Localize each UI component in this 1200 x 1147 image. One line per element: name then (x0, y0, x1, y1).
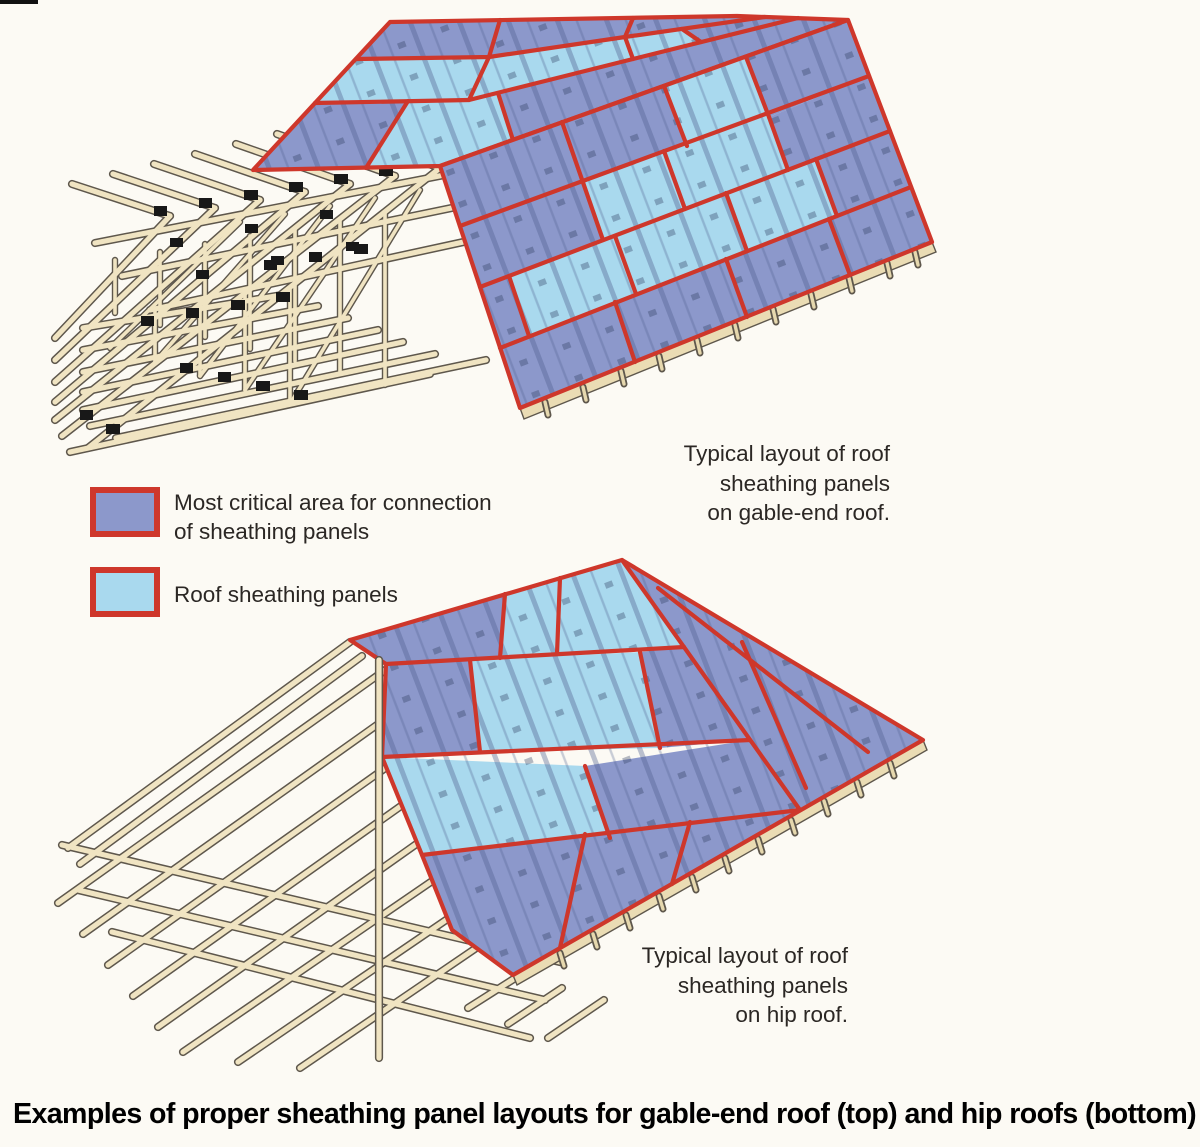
critical-area-swatch (90, 487, 160, 537)
caption-line: sheathing panels (719, 470, 890, 496)
legend-item-critical-area (90, 487, 492, 546)
caption-gable-roof (570, 439, 890, 528)
figure-title: Examples of proper sheathing panel layouts for gable-end roof (top) and hip roofs (bottom) (13, 1098, 1197, 1130)
legend-label-sheathing-panels (174, 567, 398, 609)
legend-item-sheathing-panels (90, 567, 398, 617)
legend-text-line: of sheathing panels (174, 519, 370, 544)
sheathing-panels-swatch (90, 567, 160, 617)
caption-line: sheathing panels (677, 972, 848, 998)
legend-text-line: Most critical area for connection (174, 490, 492, 515)
caption-line: on gable-end roof. (707, 500, 890, 525)
legend-label-critical-area (174, 487, 492, 546)
gable-roof-illustration (55, 16, 936, 452)
caption-hip-roof (528, 941, 848, 1030)
caption-line: Typical layout of roof (683, 441, 890, 466)
caption-line: on hip roof. (735, 1002, 848, 1027)
caption-line: Typical layout of roof (641, 943, 848, 968)
legend-text-line: Roof sheathing panels (174, 582, 398, 607)
